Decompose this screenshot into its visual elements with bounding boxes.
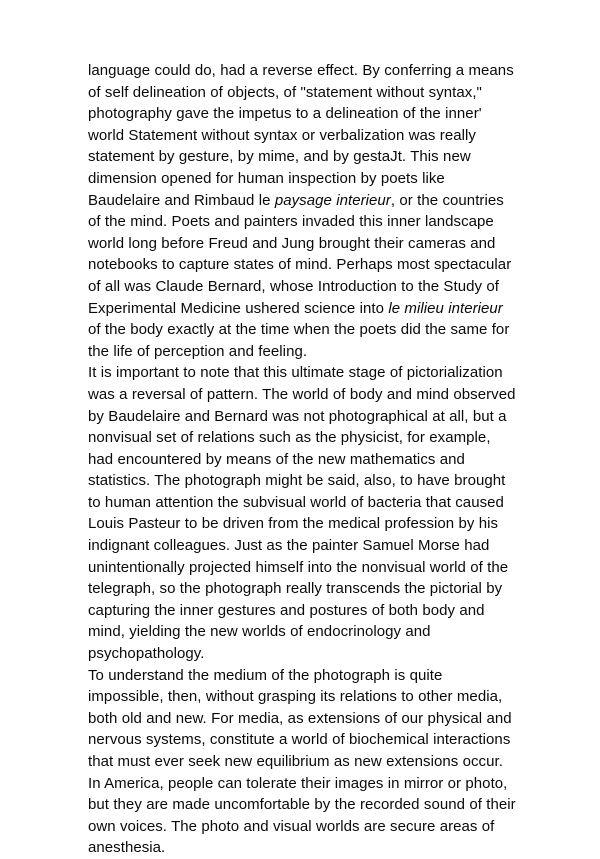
text-run: language could do, had a reverse effect. By conferring a means of self delineation of objects, of "statement without syntax," photography gave the impetus to a delineation of the inner' world Statement without syntax or verbalization was really statement by gesture, by mime, and by gestaJt. This new dimension opened for human inspection by poets like Baudelaire and Rimbaud le <box>88 62 514 209</box>
paragraph <box>88 60 516 362</box>
italic-phrase: le milieu interieur <box>388 299 503 317</box>
text-run: To understand the medium of the photograph is quite impossible, then, without grasping its relations to other media, both old and new. For media, as extensions of our physical and nervous systems, constitute a world of biochemical interactions that must ever seek new equilibrium as new extensions occur. In America, people can tolerate their images in mirror or photo, but they are made uncomfortable by the recorded sound of their own voices. The photo and visual worlds are secure areas of anesthesia. <box>88 666 516 857</box>
italic-phrase: paysage interieur <box>274 191 391 209</box>
text-run: of the body exactly at the time when the poets did the same for the life of perception and feeling. <box>88 321 510 360</box>
text-run: It is important to note that this ultimate stage of pictorialization was a reversal of pattern. The world of body and mind observed by Baudelaire and Bernard was not photographical at all, but a nonvisual set of relations such as the physicist, for example, had encountered by means of the new mathematics and statistics. The photograph might be said, also, to have brought to human attention the subvisual world of bacteria that caused Louis Pasteur to be driven from the medical profession by his indignant colleagues. Just as the painter Samuel Morse had unintentionally projected himself into the nonvisual world of the telegraph, so the photograph really transcends the pictorial by capturing the inner gestures and postures of both body and mind, yielding the new worlds of endocrinology and psychopathology. <box>88 364 516 663</box>
text-run: , or the countries of the mind. Poets and painters invaded this inner landscape world long before Freud and Jung brought their cameras and notebooks to capture states of mind. Perhaps most spectacular of all was Claude Bernard, whose Introduction to the Study of Experimental Medicine ushered science into <box>88 191 512 317</box>
paragraph <box>88 665 516 859</box>
body-text-column <box>88 60 516 859</box>
paragraph <box>88 362 516 664</box>
